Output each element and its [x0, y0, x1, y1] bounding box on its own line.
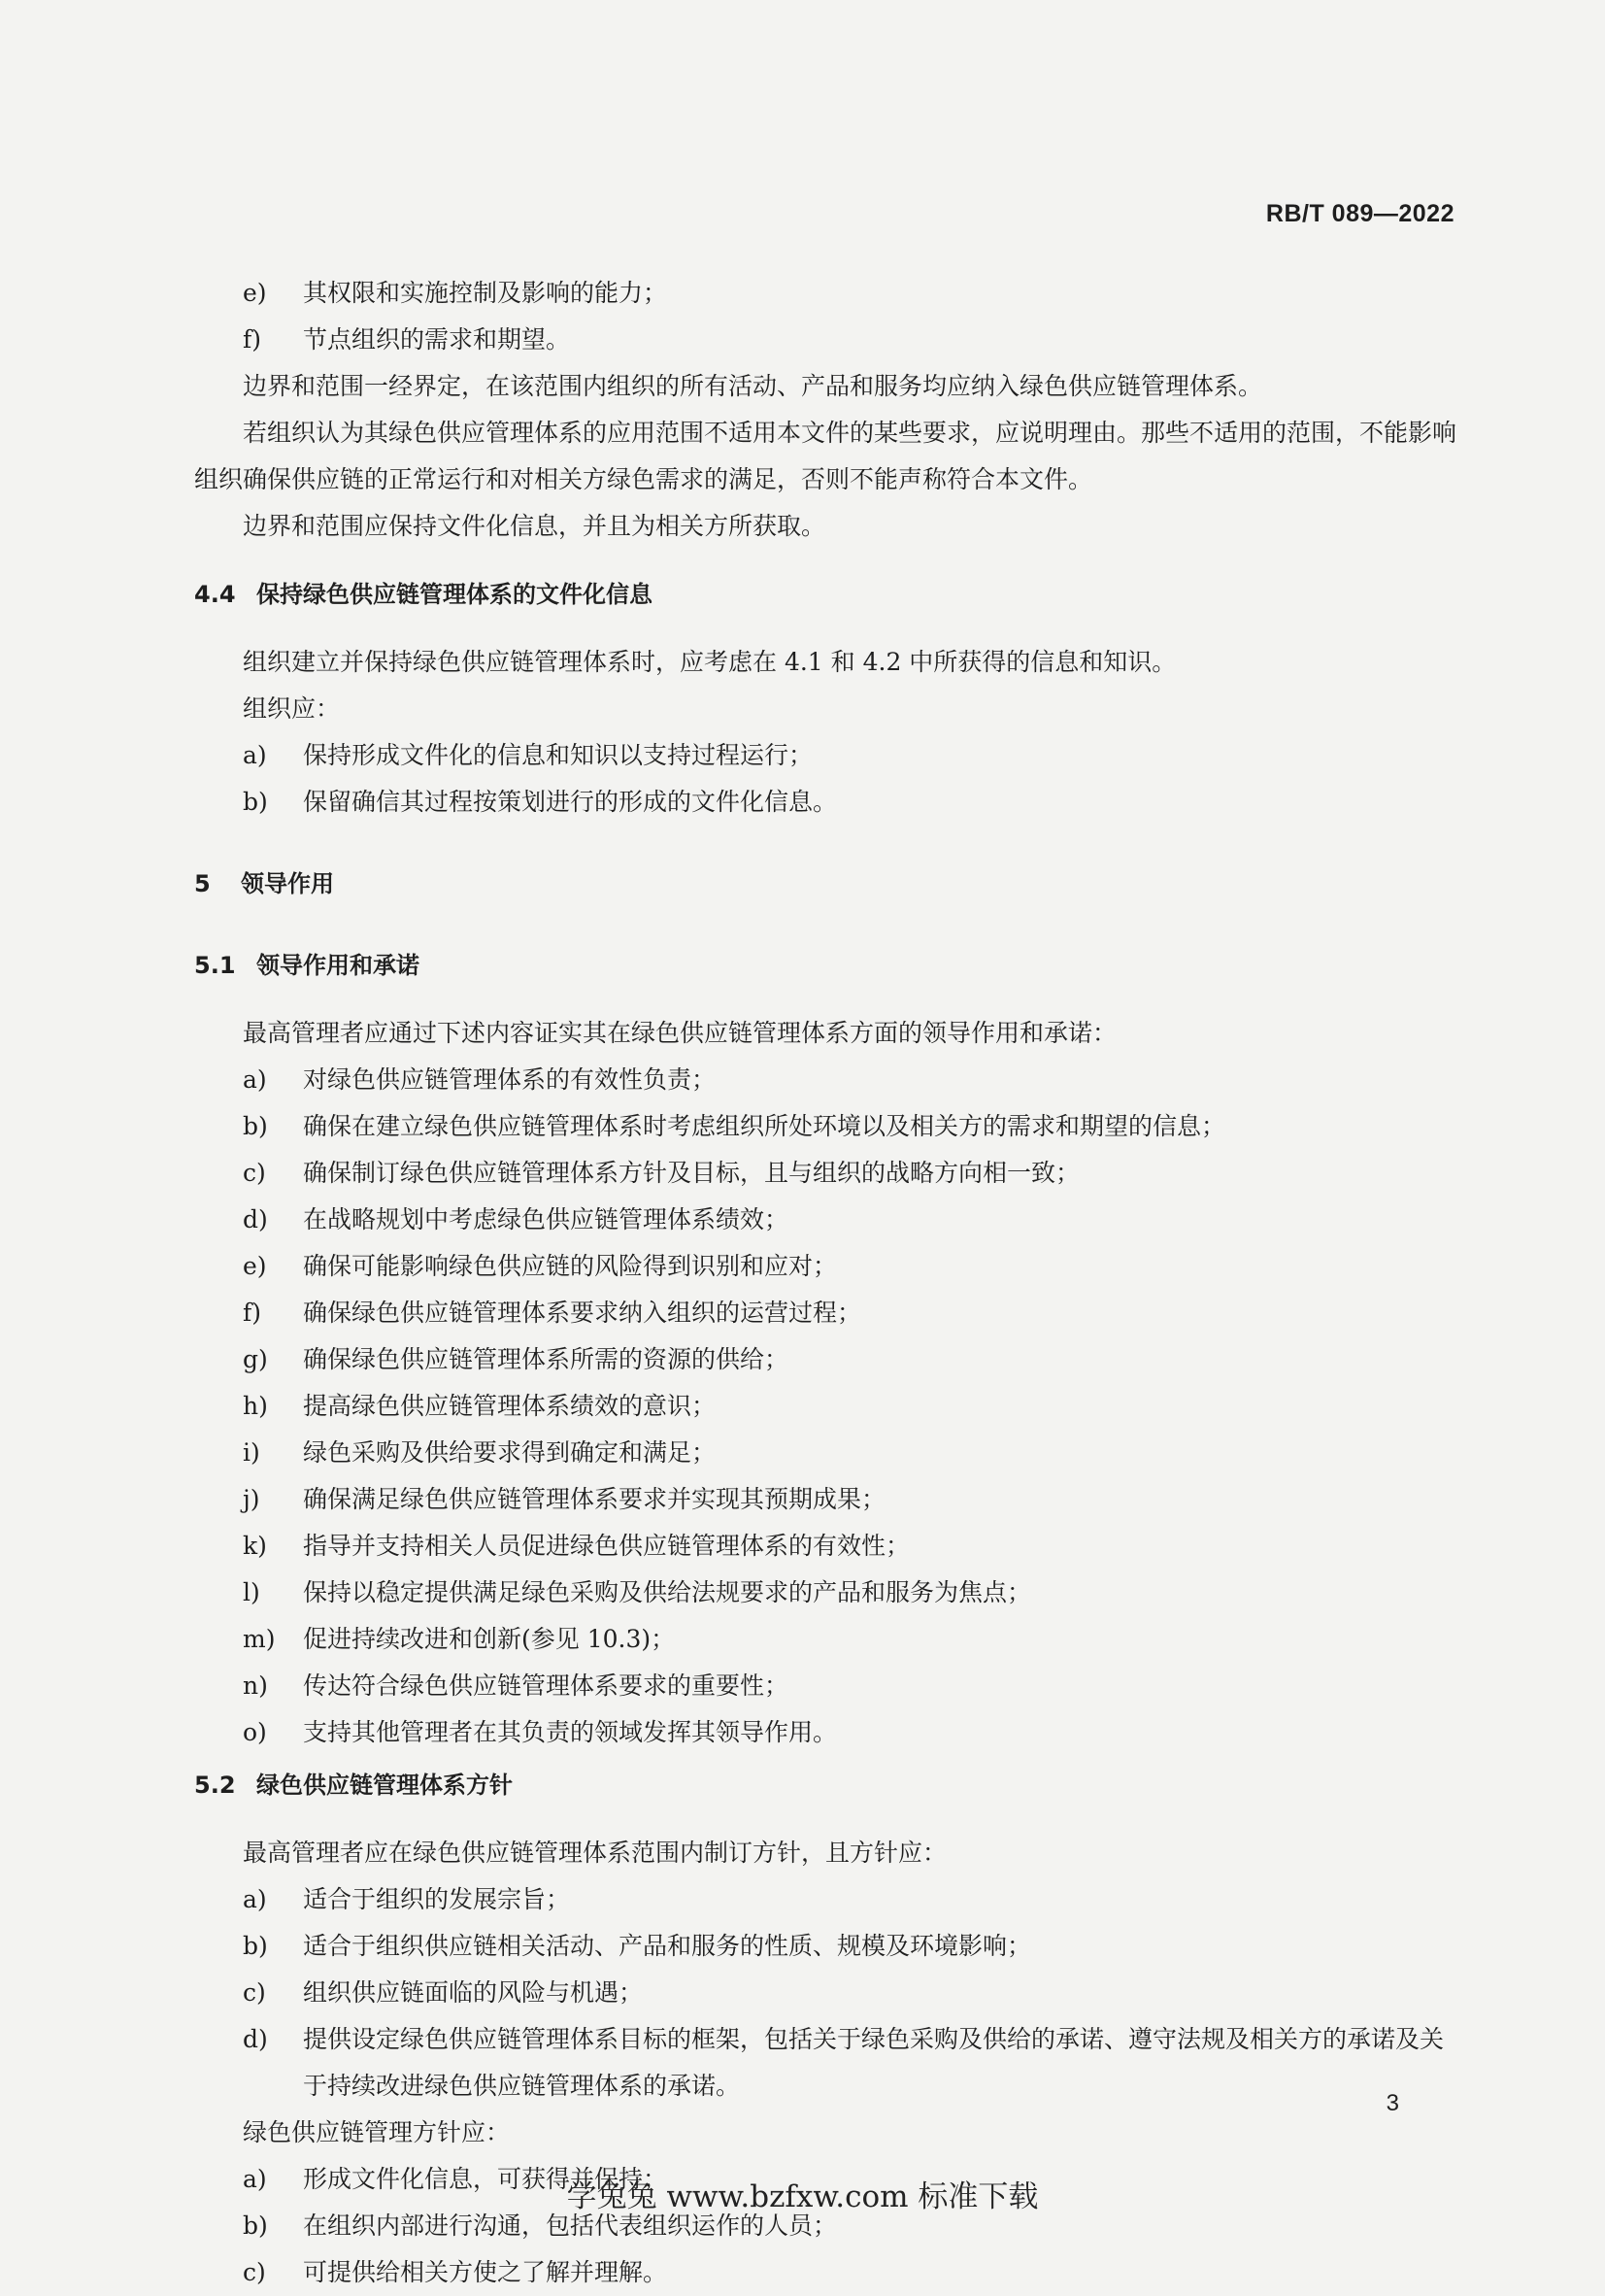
list-item	[243, 1243, 1456, 1290]
list-item	[243, 317, 1456, 363]
paragraph: 边界和范围一经界定，在该范围内组织的所有活动、产品和服务均应纳入绿色供应链管理体系。	[243, 372, 1263, 400]
list-marker: e)	[243, 1252, 267, 1280]
list-item	[243, 1616, 1456, 1663]
list-item	[243, 1663, 1456, 1709]
list-marker: k)	[243, 1532, 267, 1560]
list-marker: b)	[243, 2212, 268, 2240]
list-text: 确保可能影响绿色供应链的风险得到识别和应对；	[303, 1252, 838, 1280]
list-item	[243, 1523, 1456, 1570]
section-title: 领导作用	[241, 870, 334, 897]
list-marker: b)	[243, 1932, 268, 1960]
list-marker: a)	[243, 2165, 267, 2193]
list-item	[243, 1057, 1456, 1103]
list-text: 适合于组织的发展宗旨；	[303, 1885, 571, 1913]
page-content	[194, 270, 1457, 2296]
list-item	[243, 1150, 1456, 1197]
list-marker: g)	[243, 1345, 268, 1373]
list-marker: c)	[243, 2258, 266, 2286]
list-item	[243, 2016, 1456, 2110]
paragraph: 若组织认为其绿色供应管理体系的应用范围不适用本文件的某些要求，应说明理由。那些不适用的范围，不能影响组织确保供应链的正常运行和对相关方绿色需求的满足，否则不能声称符合本文件。	[194, 419, 1457, 493]
list-text: 保持以稳定提供满足绿色采购及供给法规要求的产品和服务为焦点；	[303, 1578, 1032, 1606]
list-text: 提供设定绿色供应链管理体系目标的框架，包括关于绿色采购及供给的承诺、遵守法规及相关方的承诺及关于持续改进绿色供应链管理体系的承诺。	[303, 2025, 1445, 2100]
list	[243, 1876, 1456, 2110]
list-marker: f)	[243, 1299, 262, 1327]
list-text: 确保在建立绿色供应链管理体系时考虑组织所处环境以及相关方的需求和期望的信息；	[303, 1112, 1226, 1140]
list-text: 传达符合绿色供应链管理体系要求的重要性；	[303, 1671, 789, 1700]
paragraph: 边界和范围应保持文件化信息，并且为相关方所获取。	[243, 512, 826, 540]
list-text: 确保制订绿色供应链管理体系方针及目标，且与组织的战略方向相一致；	[303, 1159, 1081, 1187]
list-text: 支持其他管理者在其负责的领域发挥其领导作用。	[303, 1718, 838, 1746]
list-item	[243, 1197, 1456, 1243]
list-marker: i)	[243, 1438, 260, 1467]
list-item	[243, 1290, 1456, 1336]
list-marker: n)	[243, 1671, 268, 1700]
section-heading	[194, 1762, 1456, 1808]
paragraph: 组织应：	[243, 694, 341, 723]
document-code: RB/T 089—2022	[1265, 200, 1455, 227]
list-text: 节点组织的需求和期望。	[303, 325, 571, 354]
list-text: 提高绿色供应链管理体系绩效的意识；	[303, 1392, 717, 1420]
list-item	[243, 732, 1456, 779]
list-marker: e)	[243, 279, 267, 307]
list-marker: a)	[243, 741, 267, 769]
list-item	[243, 1476, 1456, 1523]
list-text: 可提供给相关方使之了解并理解。	[303, 2258, 668, 2286]
list	[243, 1057, 1456, 1756]
section-title: 保持绿色供应链管理体系的文件化信息	[256, 581, 652, 608]
list-text: 保留确信其过程按策划进行的形成的文件化信息。	[303, 788, 838, 816]
list-marker: d)	[243, 2025, 268, 2053]
watermark-text: 学兔兔 www.bzfxw.com 标准下载	[566, 2179, 1039, 2214]
list-marker: a)	[243, 1065, 267, 1094]
list-marker: h)	[243, 1392, 268, 1420]
section-number: 4.4	[194, 581, 236, 608]
list-marker: b)	[243, 1112, 268, 1140]
list-marker: d)	[243, 1205, 268, 1233]
list-text: 组织供应链面临的风险与机遇；	[303, 1978, 644, 2007]
list-marker: o)	[243, 1718, 267, 1746]
list-text: 形成文件化信息，可获得并保持；	[303, 2165, 668, 2193]
list-text: 在组织内部进行沟通，包括代表组织运作的人员；	[303, 2212, 838, 2240]
list-item	[243, 779, 1456, 826]
list-text: 确保绿色供应链管理体系要求纳入组织的运营过程；	[303, 1299, 862, 1327]
section-title: 绿色供应链管理体系方针	[256, 1772, 513, 1799]
list-text: 保持形成文件化的信息和知识以支持过程运行；	[303, 741, 814, 769]
section-number: 5	[194, 870, 211, 897]
list-item	[243, 2249, 1456, 2296]
list-text: 适合于组织供应链相关活动、产品和服务的性质、规模及环境影响；	[303, 1932, 1032, 1960]
list-text: 确保绿色供应链管理体系所需的资源的供给；	[303, 1345, 789, 1373]
list-text: 对绿色供应链管理体系的有效性负责；	[303, 1065, 717, 1094]
section-heading	[194, 942, 1456, 989]
list-text: 指导并支持相关人员促进绿色供应链管理体系的有效性；	[303, 1532, 911, 1560]
section-number: 5.1	[194, 952, 236, 979]
list-item	[243, 1430, 1456, 1476]
list-item	[243, 270, 1456, 317]
paragraph: 绿色供应链管理方针应：	[243, 2118, 511, 2146]
paragraph: 最高管理者应通过下述内容证实其在绿色供应链管理体系方面的领导作用和承诺：	[243, 1019, 1118, 1047]
list-text: 在战略规划中考虑绿色供应链管理体系绩效；	[303, 1205, 789, 1233]
list-marker: a)	[243, 1885, 267, 1913]
list-marker: c)	[243, 1978, 266, 2007]
list-text: 确保满足绿色供应链管理体系要求并实现其预期成果；	[303, 1485, 886, 1513]
list-item	[243, 1876, 1456, 1923]
list-item	[243, 1709, 1456, 1756]
list-marker: l)	[243, 1578, 260, 1606]
section-heading	[194, 571, 1456, 618]
page-number: 3	[1386, 2090, 1399, 2116]
list-item	[243, 1970, 1456, 2016]
list-item	[243, 1103, 1456, 1150]
list-marker: j)	[243, 1485, 260, 1513]
paragraph: 最高管理者应在绿色供应链管理体系范围内制订方针，且方针应：	[243, 1839, 948, 1867]
list-marker: b)	[243, 788, 268, 816]
list-marker: m)	[243, 1625, 276, 1653]
list-marker: c)	[243, 1159, 266, 1187]
paragraph: 组织建立并保持绿色供应链管理体系时，应考虑在 4.1 和 4.2 中所获得的信息和知识。	[243, 648, 1177, 676]
section-title: 领导作用和承诺	[256, 952, 419, 979]
list-marker: f)	[243, 325, 262, 354]
list-item	[243, 1336, 1456, 1383]
section-heading	[194, 861, 1456, 907]
list-item	[243, 1383, 1456, 1430]
list-text: 促进持续改进和创新(参见 10.3)；	[303, 1625, 676, 1653]
list-item	[243, 1570, 1456, 1616]
list-text: 绿色采购及供给要求得到确定和满足；	[303, 1438, 717, 1467]
list-text: 其权限和实施控制及影响的能力；	[303, 279, 668, 307]
list-item	[243, 1923, 1456, 1970]
section-number: 5.2	[194, 1772, 236, 1799]
